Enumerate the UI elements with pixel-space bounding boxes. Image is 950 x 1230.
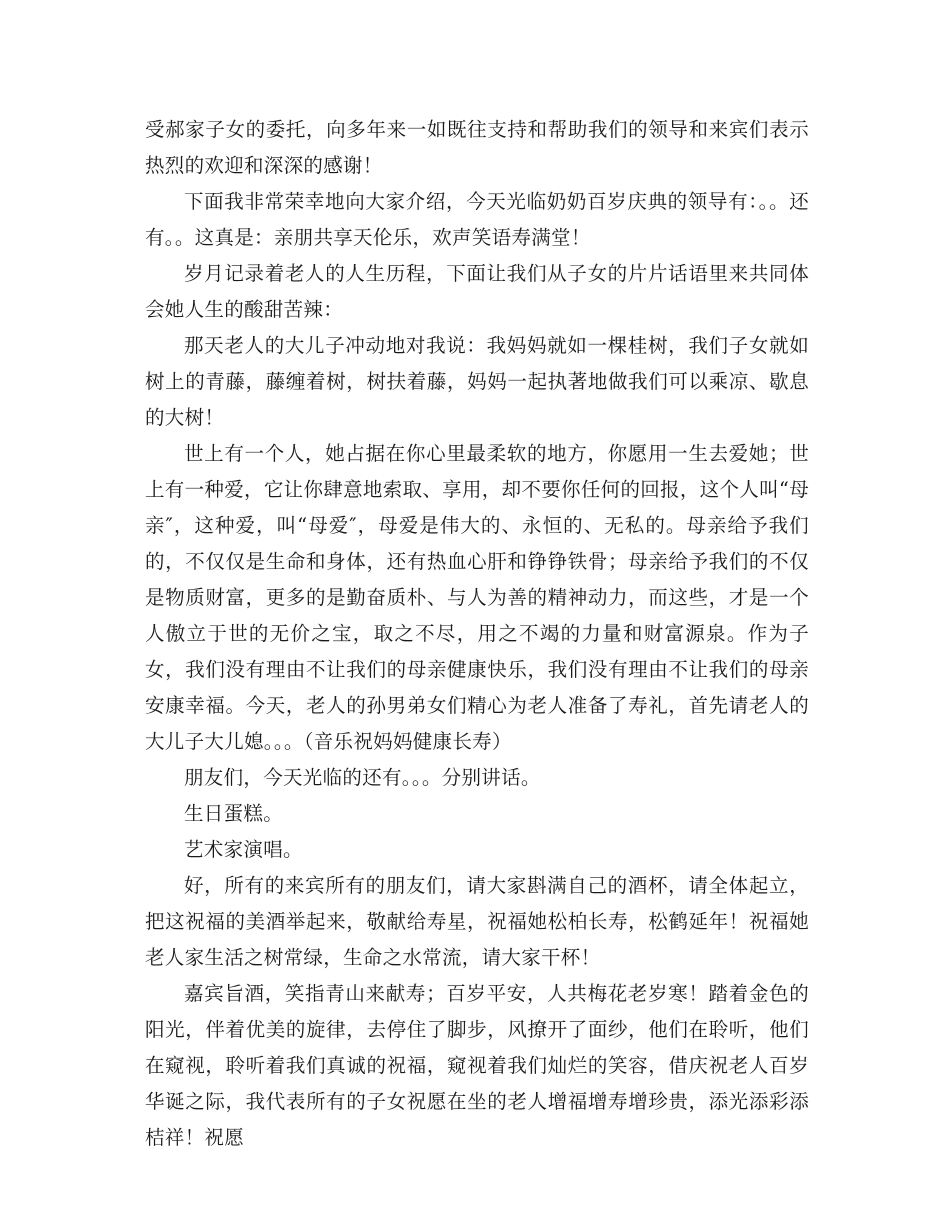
paragraph-3: 岁月记录着老人的人生历程，下面让我们从子女的片片话语里来共同体会她人生的酸甜苦辣： bbox=[145, 262, 809, 321]
paragraph-6: 朋友们，今天光临的还有。。。分别讲话。 bbox=[184, 766, 541, 789]
paragraph-2: 下面我非常荣幸地向大家介绍，今天光临奶奶百岁庆典的领导有：。。还有。。这真是：亲朋共享天伦乐，欢声笑语寿满堂！ bbox=[145, 190, 809, 249]
paragraph-8: 艺术家演唱。 bbox=[184, 838, 303, 861]
paragraph-1: 受郝家子女的委托，向多年来一如既往支持和帮助我们的领导和来宾们表示热烈的欢迎和深深的感谢！ bbox=[145, 118, 809, 177]
paragraph-5: 世上有一个人，她占据在你心里最柔软的地方，你愿用一生去爱她；世上有一种爱，它让你肆意地索取、享用，却不要你任何的回报，这个人叫“母亲″，这种爱，叫“母爱″，母爱是伟大的、永恒的、无私的。母亲给予我们的，不仅仅是生命和身体，还有热血心肝和铮铮铁骨；母亲给予我们的不仅是物质财富，更多的是勤奋质朴、与人为善的精神动力，而这些，才是一个人傲立于世的无价之宝，取之不尽，用之不竭的力量和财富源泉。作为子女，我们没有理由不让我们的母亲健康快乐，我们没有理由不让我们的母亲安康幸福。今天，老人的孙男弟女们精心为老人准备了寿礼，首先请老人的大儿子大儿媳。。。（音乐祝妈妈健康长寿） bbox=[145, 442, 809, 753]
paragraph-7: 生日蛋糕。 bbox=[184, 802, 284, 825]
paragraph-4: 那天老人的大儿子冲动地对我说：我妈妈就如一棵桂树，我们子女就如树上的青藤，藤缠着树，树扶着藤，妈妈一起执著地做我们可以乘凉、歇息的大树！ bbox=[145, 334, 809, 429]
paragraph-9: 好，所有的来宾所有的朋友们，请大家斟满自己的酒杯，请全体起立，把这祝福的美酒举起来，敬献给寿星，祝福她松柏长寿，松鹤延年！祝福她老人家生活之树常绿，生命之水常流，请大家干杯！ bbox=[145, 874, 809, 969]
paragraph-10: 嘉宾旨酒，笑指青山来献寿；百岁平安，人共梅花老岁寒！踏着金色的阳光，伴着优美的旋律，去停住了脚步，风撩开了面纱，他们在聆听，他们在窥视，聆听着我们真诚的祝福，窥视着我们灿烂的笑容，借庆祝老人百岁华诞之际，我代表所有的子女祝愿在坐的老人增福增寿增珍贵，添光添彩添桔祥！祝愿 bbox=[145, 982, 809, 1149]
document-page bbox=[145, 112, 809, 1156]
